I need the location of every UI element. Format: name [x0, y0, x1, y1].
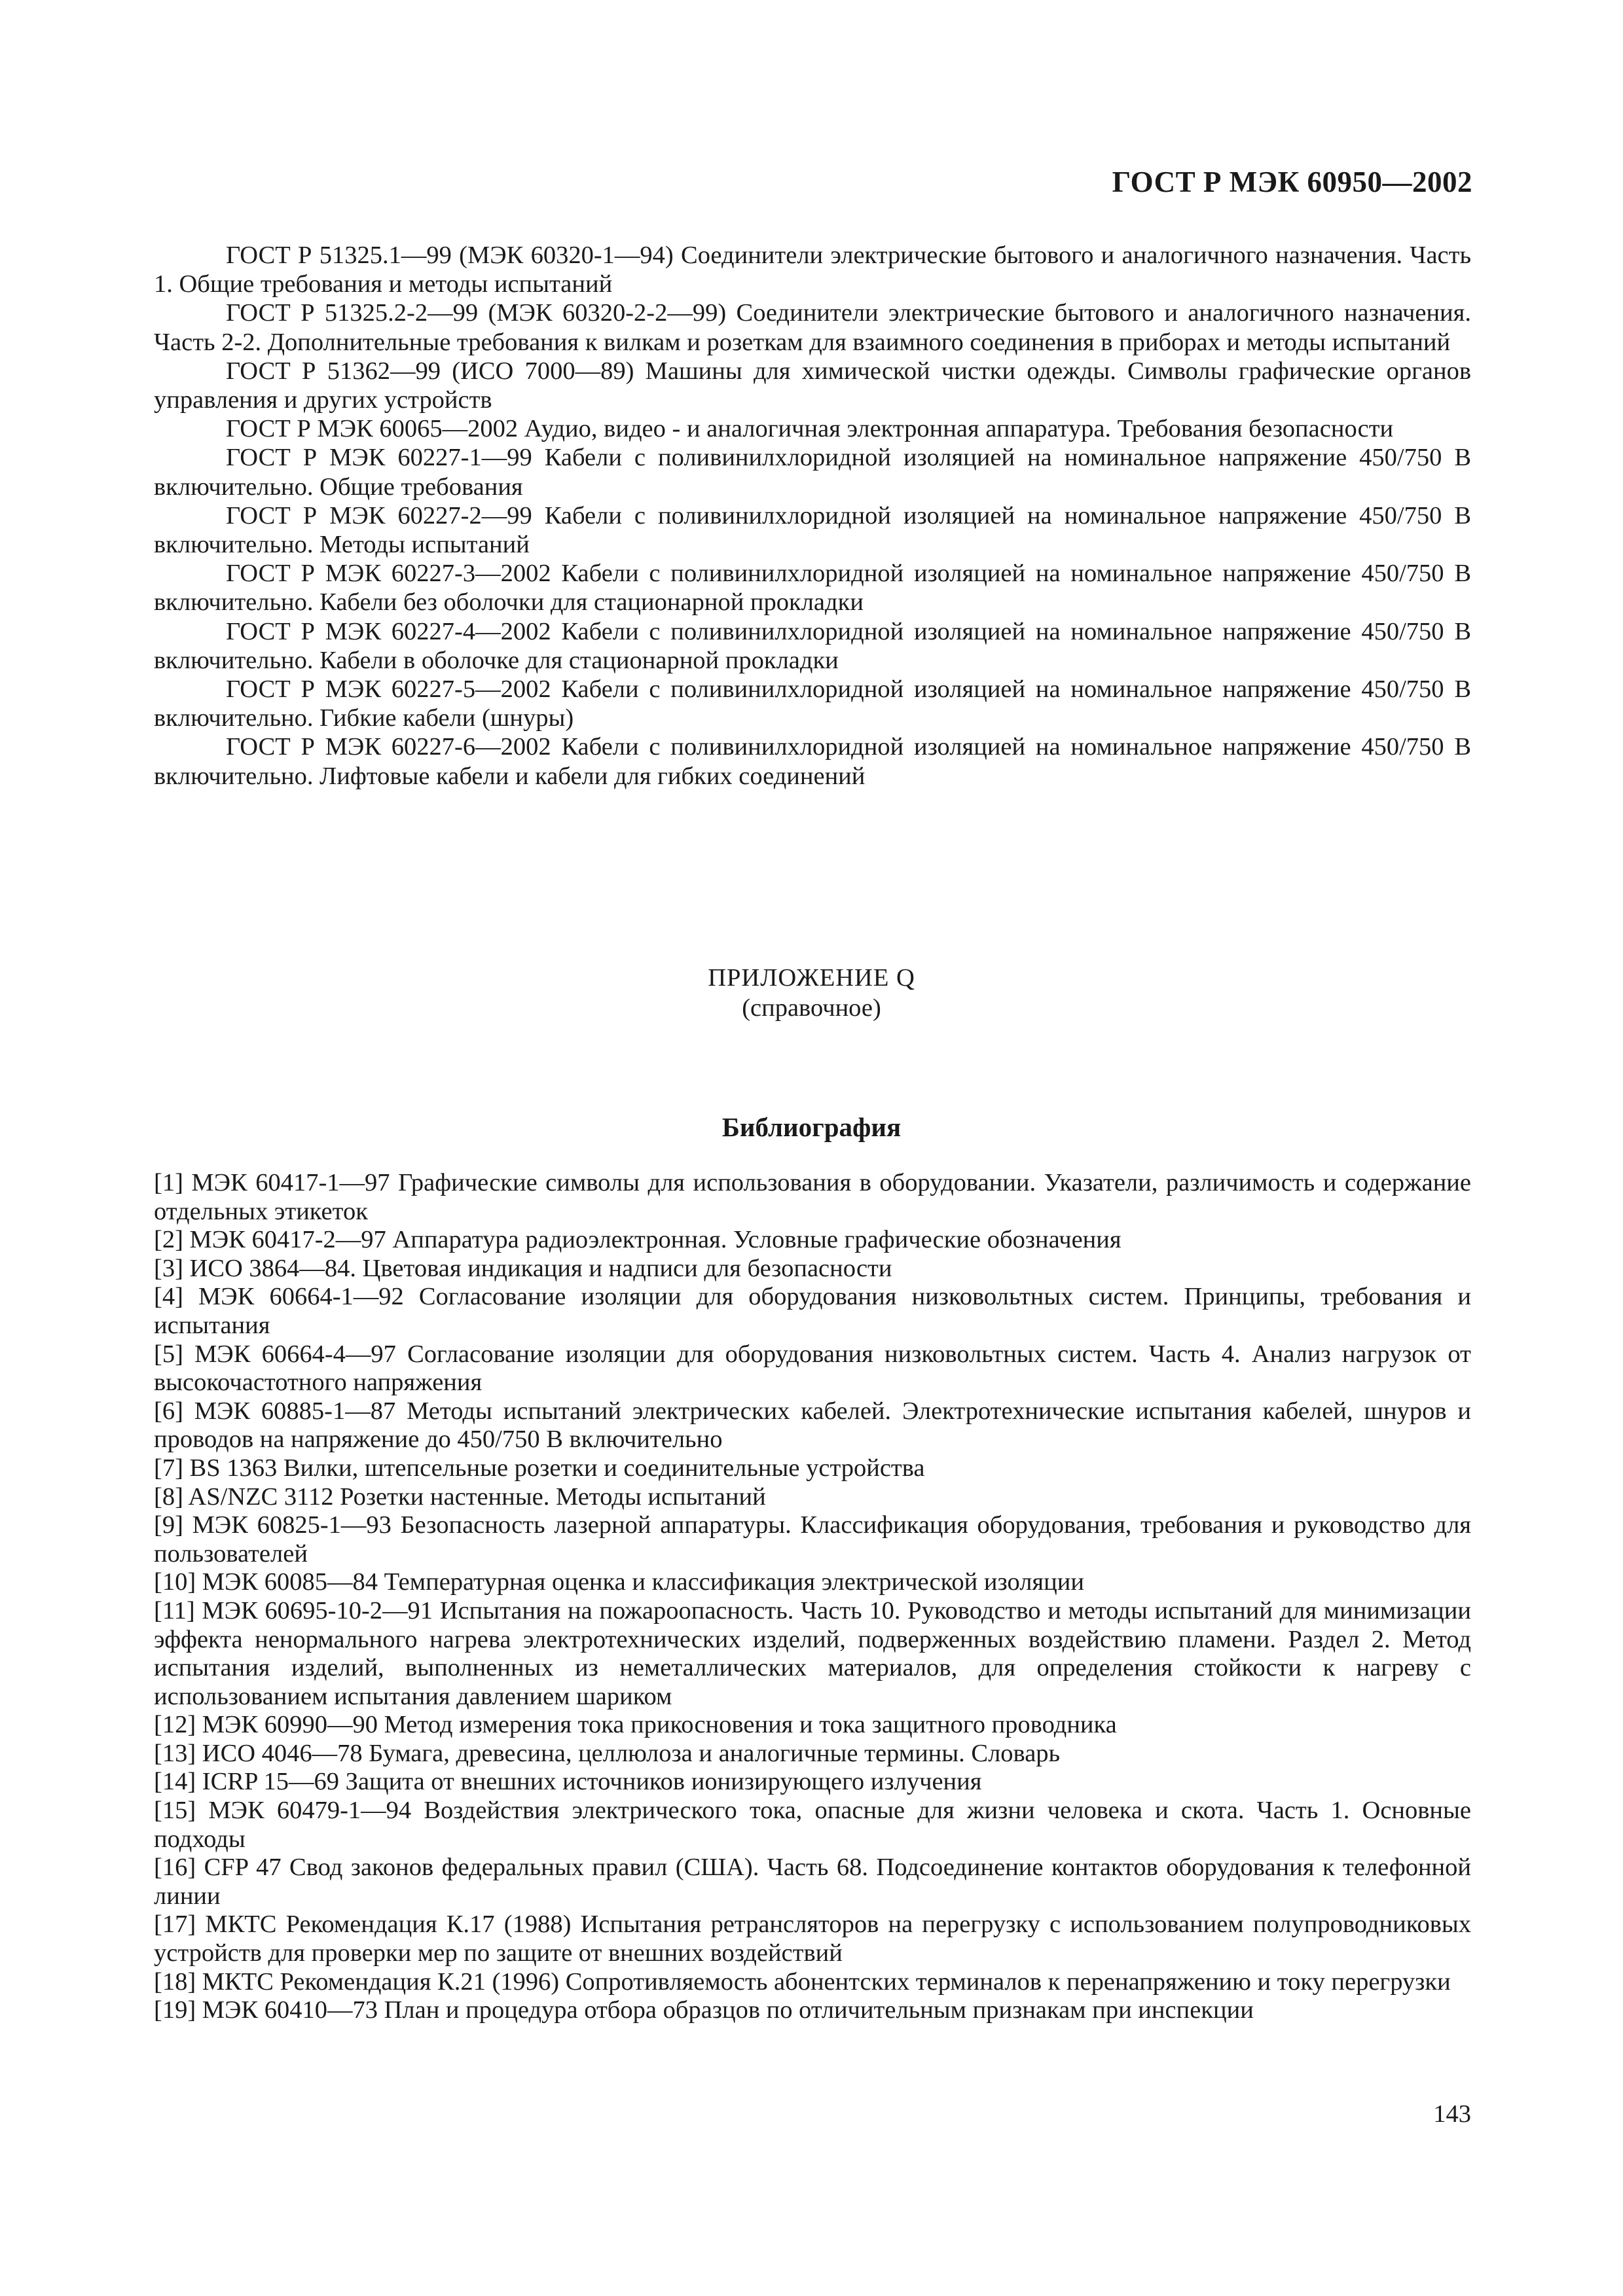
reference-paragraph: ГОСТ Р 51362—99 (ИСО 7000—89) Машины для химической чистки одежды. Символы графические органов управления и других устройств — [154, 357, 1471, 414]
bibliography-item: [19] МЭК 60410—73 План и процедура отбора образцов по отличительным признакам при инспекции — [154, 1996, 1254, 2024]
bibliography-item: [12] МЭК 60990—90 Метод измерения тока прикосновения и тока защитного проводника — [154, 1711, 1117, 1739]
bibliography-item: [10] МЭК 60085—84 Температурная оценка и классификация электрической изоляции — [154, 1568, 1084, 1596]
reference-paragraph: ГОСТ Р МЭК 60227-1—99 Кабели с поливинилхлоридной изоляцией на номинальное напряжение 450/750 В включительно. Общие требования — [154, 444, 1471, 501]
bibliography-item: [6] МЭК 60885-1—87 Методы испытаний электрических кабелей. Электротехнические испытания кабелей, шнуров и проводов на напряжение до 450/750 В включительно — [154, 1397, 1471, 1454]
reference-paragraph: ГОСТ Р 51325.1—99 (МЭК 60320-1—94) Соединители электрические бытового и аналогичного назначения. Часть 1. Общие требования и методы испытаний — [154, 242, 1471, 298]
page-number: 143 — [1433, 2100, 1471, 2128]
bibliography-item: [2] МЭК 60417-2—97 Аппаратура радиоэлектронная. Условные графические обозначения — [154, 1226, 1122, 1254]
reference-paragraph: ГОСТ Р 51325.2-2—99 (МЭК 60320-2-2—99) Соединители электрические бытового и аналогичного назначения. Часть 2-2. Дополнительные требования к вилкам и розеткам для взаимного соединения в приборах и методы испытаний — [154, 299, 1471, 356]
reference-paragraph: ГОСТ Р МЭК 60227-5—2002 Кабели с поливинилхлоридной изоляцией на номинальное напряжение 450/750 В включительно. Гибкие кабели (шнуры) — [154, 675, 1471, 732]
annex-subtitle: (справочное) — [742, 994, 881, 1022]
document-code-header: ГОСТ Р МЭК 60950—2002 — [1112, 166, 1472, 198]
bibliography-item: [3] ИСО 3864—84. Цветовая индикация и надписи для безопасности — [154, 1254, 892, 1282]
reference-paragraph: ГОСТ Р МЭК 60227-2—99 Кабели с поливинилхлоридной изоляцией на номинальное напряжение 450/750 В включительно. Методы испытаний — [154, 501, 1471, 559]
bibliography-item: [17] МКТС Рекомендация К.17 (1988) Испытания ретрансляторов на перегрузку с использованием полупроводниковых устройств для проверки мер по защите от внешних воздействий — [154, 1910, 1471, 1967]
bibliography-item: [16] CFP 47 Свод законов федеральных правил (США). Часть 68. Подсоединение контактов оборудования к телефонной линии — [154, 1854, 1471, 1910]
normative-references — [154, 241, 1471, 791]
bibliography-item: [5] МЭК 60664-4—97 Согласование изоляции для оборудования низковольтных систем. Часть 4. Анализ нагрузок от высокочастотного напряжения — [154, 1340, 1471, 1397]
bibliography-item: [9] МЭК 60825-1—93 Безопасность лазерной аппаратуры. Классификация оборудования, требования и руководство для пользователей — [154, 1511, 1471, 1568]
reference-paragraph: ГОСТ Р МЭК 60227-3—2002 Кабели с поливинилхлоридной изоляцией на номинальное напряжение 450/750 В включительно. Кабели без оболочки для стационарной прокладки — [154, 560, 1471, 617]
bibliography-item: [7] BS 1363 Вилки, штепсельные розетки и соединительные устройства — [154, 1454, 925, 1482]
reference-paragraph: ГОСТ Р МЭК 60065—2002 Аудио, видео - и аналогичная электронная аппаратура. Требования безопасности — [226, 415, 1394, 443]
bibliography-item: [13] ИСО 4046—78 Бумага, древесина, целлюлоза и аналогичные термины. Словарь — [154, 1739, 1061, 1767]
reference-paragraph: ГОСТ Р МЭК 60227-4—2002 Кабели с поливинилхлоридной изоляцией на номинальное напряжение 450/750 В включительно. Кабели в оболочке для стационарной прокладки — [154, 617, 1471, 674]
bibliography-list — [154, 1169, 1471, 2025]
bibliography-item: [14] ICRP 15—69 Защита от внешних источников ионизирующего излучения — [154, 1768, 982, 1796]
annex-title: ПРИЛОЖЕНИЕ Q — [708, 964, 915, 992]
bibliography-title: Библиография — [721, 1112, 902, 1142]
bibliography-item: [18] МКТС Рекомендация К.21 (1996) Сопротивляемость абонентских терминалов к перенапряжению и току перегрузки — [154, 1967, 1451, 1996]
bibliography-item: [4] МЭК 60664-1—92 Согласование изоляции для оборудования низковольтных систем. Принципы, требования и испытания — [154, 1283, 1471, 1339]
reference-paragraph: ГОСТ Р МЭК 60227-6—2002 Кабели с поливинилхлоридной изоляцией на номинальное напряжение 450/750 В включительно. Лифтовые кабели и кабели для гибких соединений — [154, 733, 1471, 790]
bibliography-item: [8] AS/NZC 3112 Розетки настенные. Методы испытаний — [154, 1482, 766, 1511]
bibliography-item: [11] МЭК 60695-10-2—91 Испытания на пожароопасность. Часть 10. Руководство и методы испытаний для минимизации эффекта ненормального нагрева электротехнических изделий, подверженных воздействию пламени. Раздел 2. Метод испытания изделий, выполненных из неметаллических материалов, для определения стойкости к нагреву с использованием испытания давлением шариком — [154, 1596, 1471, 1710]
bibliography-item: [15] МЭК 60479-1—94 Воздействия электрического тока, опасные для жизни человека и скота. Часть 1. Основные подходы — [154, 1797, 1471, 1853]
bibliography-item: [1] МЭК 60417-1—97 Графические символы для использования в оборудовании. Указатели, различимость и содержание отдельных этикеток — [154, 1169, 1471, 1225]
